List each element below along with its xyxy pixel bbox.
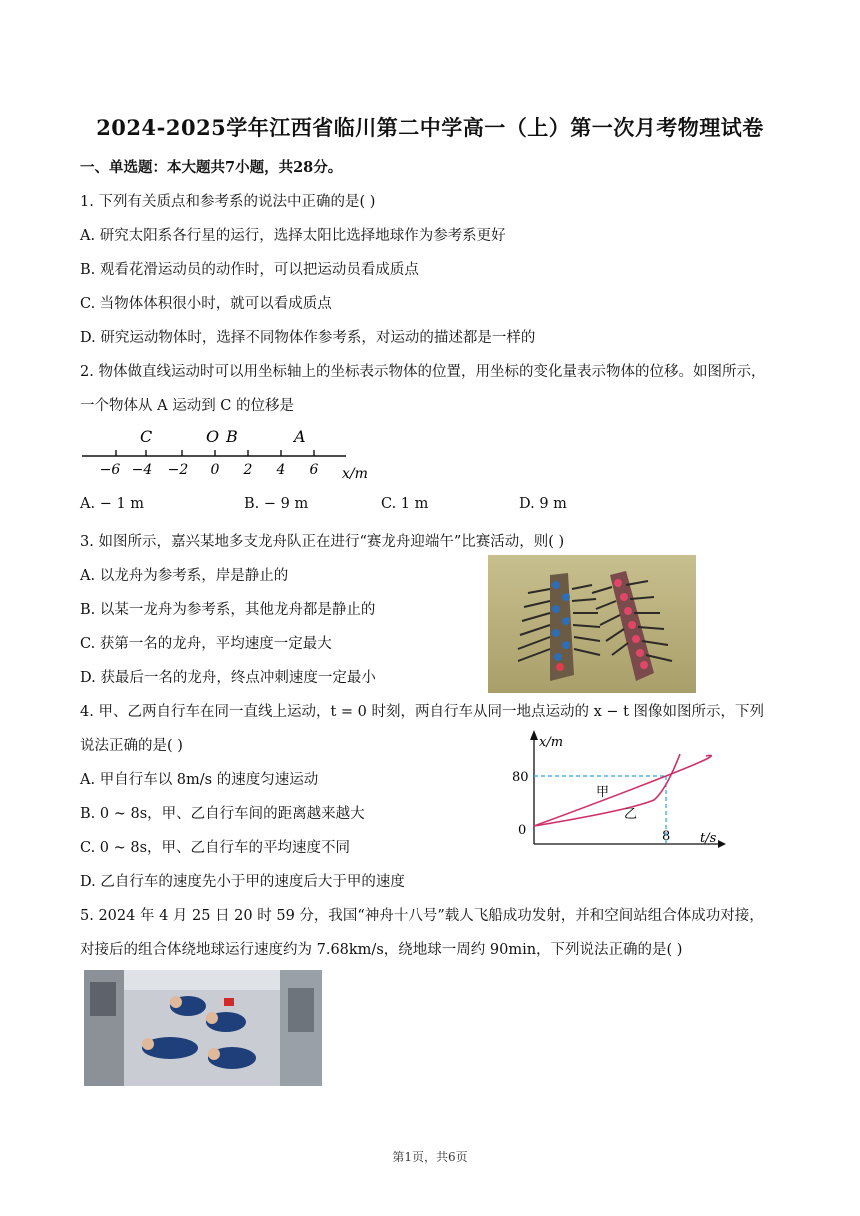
- q1-option-a: A. 研究太阳系各行星的运行，选择太阳比选择地球作为参考系更好: [80, 228, 506, 244]
- axis-unit-label: x/m: [342, 466, 368, 482]
- astronauts-photo: [84, 970, 322, 1086]
- x-axis-label: t/s: [700, 831, 717, 846]
- q4-stem-line2: 说法正确的是( ): [80, 738, 183, 754]
- q1-stem: 1. 下列有关质点和参考系的说法中正确的是( ): [80, 194, 376, 210]
- q1-option-b: B. 观看花滑运动员的动作时，可以把运动员看成质点: [80, 262, 419, 278]
- x-axis-arrow: [530, 730, 538, 740]
- tick-label: −6: [99, 462, 121, 478]
- curve-jia: [534, 755, 711, 826]
- page-footer: 第1页，共6页: [392, 1150, 468, 1164]
- point-label-c: C: [140, 427, 153, 446]
- tick-label: 6: [309, 462, 319, 478]
- t-axis-arrow: [718, 840, 726, 848]
- q4-option-b: B. 0 ~ 8s，甲、乙自行车间的距离越来越大: [80, 806, 365, 822]
- origin-label: 0: [518, 823, 527, 838]
- section-heading: 一、单选题：本大题共7小题，共28分。: [80, 159, 343, 176]
- point-label-a: A: [294, 427, 306, 446]
- q3-option-b: B. 以某一龙舟为参考系，其他龙舟都是静止的: [80, 602, 376, 618]
- point-label-o: O: [206, 427, 220, 446]
- q1-option-c: C. 当物体体积很小时，就可以看成质点: [80, 296, 332, 312]
- q5-stem-line2: 对接后的组合体绕地球运行速度约为 7.68km/s，绕地球一周约 90min，下列说法正确的是( ): [80, 942, 683, 958]
- tick-label: −2: [167, 462, 189, 478]
- number-line-diagram: [78, 424, 378, 490]
- curve-label-yi: 乙: [624, 807, 638, 822]
- q4-option-a: A. 甲自行车以 8m/s 的速度匀速运动: [80, 772, 319, 788]
- q1-option-d: D. 研究运动物体时，选择不同物体作参考系，对运动的描述都是一样的: [80, 330, 536, 346]
- q2-option-b: B. − 9 m: [244, 496, 309, 512]
- x-t-graph: [510, 728, 726, 852]
- tick-label: −4: [131, 462, 153, 478]
- x-tick-8: 8: [662, 829, 671, 844]
- q3-option-d: D. 获最后一名的龙舟，终点冲刺速度一定最小: [80, 670, 376, 686]
- q3-option-c: C. 获第一名的龙舟，平均速度一定最大: [80, 636, 332, 652]
- q2-option-a: A. − 1 m: [80, 496, 145, 512]
- tick-label: 2: [243, 462, 253, 478]
- q4-option-d: D. 乙自行车的速度先小于甲的速度后大于甲的速度: [80, 874, 405, 890]
- y-axis-label: x/m: [539, 735, 564, 750]
- q4-option-c: C. 0 ~ 8s，甲、乙自行车的平均速度不同: [80, 840, 351, 856]
- q2-option-c: C. 1 m: [381, 496, 429, 512]
- q2-stem-line2: 一个物体从 A 运动到 C 的位移是: [80, 398, 295, 414]
- q5-stem-line1: 5. 2024 年 4 月 25 日 20 时 59 分，我国“神舟十八号”载人飞船成功发射，并和空间站组合体成功对接，: [80, 908, 764, 924]
- curve-label-jia: 甲: [596, 785, 610, 800]
- page-title: 2024-2025学年江西省临川第二中学高一（上）第一次月考物理试卷: [96, 115, 764, 140]
- q2-option-d: D. 9 m: [519, 496, 567, 512]
- q2-stem-line1: 2. 物体做直线运动时可以用坐标轴上的坐标表示物体的位置，用坐标的变化量表示物体的位移。如图所示，: [80, 364, 766, 380]
- tick-label: 4: [276, 462, 286, 478]
- tick-label: 0: [210, 462, 220, 478]
- y-tick-80: 80: [512, 770, 529, 785]
- point-label-b: B: [226, 427, 238, 446]
- q3-option-a: A. 以龙舟为参考系，岸是静止的: [80, 568, 289, 584]
- q3-stem: 3. 如图所示，嘉兴某地多支龙舟队正在进行“赛龙舟迎端午”比赛活动，则( ): [80, 534, 565, 550]
- dragon-boat-photo: [488, 555, 696, 693]
- q4-stem-line1: 4. 甲、乙两自行车在同一直线上运动，t = 0 时刻，两自行车从同一地点运动的 x − t 图像如图所示，下列: [80, 704, 765, 720]
